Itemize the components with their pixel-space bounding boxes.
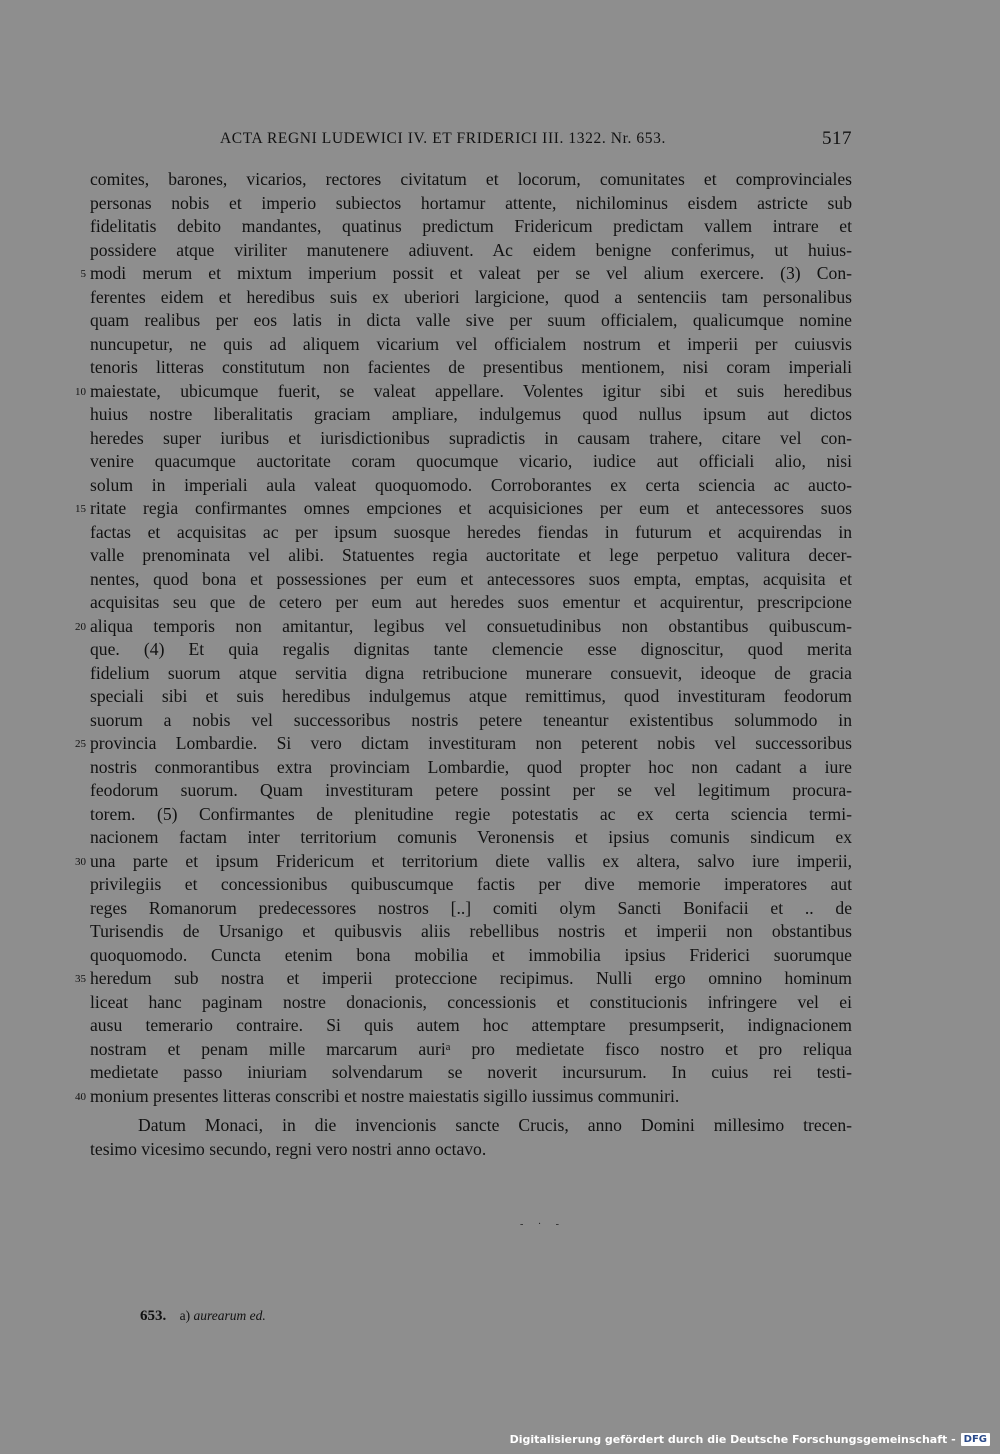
text-line: 30 una parte et ipsum Fridericum et territorium diete vallis ex altera, salvo iure imperii, [90, 850, 852, 874]
text-line: quoquomodo. Cuncta etenim bona mobilia et immobilia ipsius Friderici suorumque [90, 944, 852, 965]
text-line: torem. (5) Confirmantes de plenitudine regie potestatis ac ex certa sciencia termi- [90, 803, 852, 824]
text-line: possidere atque viriliter manutenere adiuvent. Ac eidem benigne conferimus, ut huius- [90, 239, 852, 260]
text-line: nuncupetur, ne quis ad aliquem vicarium vel officialem nostrum et imperii per cuiusvis [90, 333, 852, 354]
text-line: que. (4) Et quia regalis dignitas tante clemencie esse dignoscitur, quod merita [90, 639, 852, 659]
line-number: 5 [80, 268, 86, 280]
section-separator: - · - [520, 1219, 565, 1230]
text-line: fidelitatis debito mandantes, quatinus predictum Fridericum predictam vallem intrare et [90, 216, 852, 236]
page-number: 517 [822, 128, 852, 149]
text-line: personas nobis et imperio subiectos hortamur attente, nichilominus eisdem astricte sub [90, 192, 852, 213]
text-line: 10 maiestate, ubicumque fuerit, se valeat appellare. Volentes igitur sibi et suis heredibus [90, 380, 852, 404]
dfg-logo-icon: DFG [961, 1433, 990, 1446]
text-line: solum in imperiali aula valeat quoquomodo. Corroborantes ex certa sciencia ac aucto- [90, 474, 852, 495]
text-line: Turisendis de Ursanigo et quibusvis aliis rebellibus nostris et imperii non obstantibus [90, 921, 852, 941]
line-number: 40 [75, 1090, 86, 1103]
text-line: 15 ritate regia confirmantes omnes empciones et acquisiciones per eum et antecessores suos [90, 497, 852, 521]
text-line: speciali sibi et suis heredibus indulgemus atque remittimus, quod investituram feodorum [90, 686, 852, 706]
text-line: privilegiis et concessionibus quibuscumque factis per dive memorie imperatores aut [90, 874, 852, 894]
text-line: nentes, quod bona et possessiones per eum et antecessores suos empta, emptas, acquisita et [90, 568, 852, 589]
line-number: 10 [75, 385, 86, 398]
document-body [75, 168, 852, 1161]
text-line: 5 modi merum et mixtum imperium possit et valeat per se vel alium exercere. (3) Con- [90, 262, 852, 286]
line-number: 35 [75, 973, 86, 985]
running-header [90, 128, 852, 156]
footnote [140, 1308, 266, 1325]
text-line: 25 provincia Lombardie. Si vero dictam investituram non peterent nobis vel successoribus [90, 732, 852, 756]
line-number: 25 [75, 738, 86, 750]
text-line: reges Romanorum predecessores nostros [..] comiti olym Sancti Bonifacii et .. de [90, 897, 852, 918]
line-number: 20 [75, 620, 86, 633]
text-line: liceat hanc paginam nostre donacionis, concessionis et constitucionis infringere vel ei [90, 991, 852, 1012]
text-line: 35 heredum sub nostra et imperii proteccione recipimus. Nulli ergo omnino hominum [90, 967, 852, 991]
text-line: 40 monium presentes litteras conscribi et nostre maiestatis sigillo iussimus communiri. [90, 1085, 852, 1109]
text-line: tenoris litteras constitutum non facientes de presentibus mentionem, nisi coram imperiali [90, 357, 852, 377]
text-line: ferentes eidem et heredibus suis ex uberiori largicione, quod a sentenciis tam personalibus [90, 286, 852, 307]
text-line: acquisitas seu que de cetero per eum aut heredes suos ementur et acquirentur, prescripcione [90, 592, 852, 612]
text-line: feodorum suorum. Quam investituram petere possint per se vel legitimum procura- [90, 780, 852, 800]
text-line: valle prenominata vel alibi. Statuentes regia auctoritate et lege perpetuo valitura decer- [90, 545, 852, 565]
footnote-document-number: 653. [140, 1308, 167, 1324]
text-line: comites, barones, vicarios, rectores civitatum et locorum, comunitates et comprovinciales [90, 169, 852, 189]
text-line: nacionem factam inter territorium comunis Veronensis et ipsius comunis sindicum ex [90, 827, 852, 847]
text-line: nostris conmorantibus extra provinciam Lombardie, quod propter hoc non cadant a iure [90, 756, 852, 777]
footnote-marker: a) [179, 1308, 191, 1323]
text-line: venire quacumque auctoritate coram quocumque vicario, iudice aut officiali alio, nisi [90, 451, 852, 471]
credit-text: Digitalisierung gefördert durch die Deutsche Forschungsgemeinschaft - [509, 1432, 956, 1446]
running-title: ACTA REGNI LUDEWICI IV. ET FRIDERICI III. 1322. Nr. 653. [220, 130, 666, 147]
text-line: ausu temerario contraire. Si quis autem hoc attemptare presumpserit, indignacionem [90, 1015, 852, 1035]
text-line: factas et acquisitas ac per ipsum suosque heredes fiendas in futurum et acquirendas in [90, 521, 852, 542]
text-line: heredes super iuribus et iurisdictionibus supradictis in causam trahere, citare vel con- [90, 427, 852, 448]
datum-line: Datum Monaci, in die invencionis sancte Crucis, anno Domini millesimo trecen- [138, 1115, 852, 1135]
line-number: 30 [75, 855, 86, 868]
text-line: nostram et penam mille marcarum auriᵃ pro medietate fisco nostro et pro reliqua [90, 1038, 852, 1059]
text-line: huius nostre liberalitatis graciam ampliare, indulgemus quod nullus ipsum aut dictos [90, 404, 852, 424]
datum-line: tesimo vicesimo secundo, regni vero nostri anno octavo. [90, 1138, 487, 1159]
text-line: medietate passo iniuriam solvendarum se noverit incursurum. In cuius rei testi- [90, 1062, 852, 1082]
footnote-text: aurearum ed. [193, 1308, 266, 1323]
digitization-credit [510, 1430, 990, 1448]
text-line: 20 aliqua temporis non amitantur, legibus vel consuetudinibus non obstantibus quibuscum- [90, 615, 852, 639]
text-line: fidelium suorum atque servitia digna retribucione munerare consuevit, ideoque de gracia [90, 662, 852, 683]
text-line: suorum a nobis vel successoribus nostris petere teneantur existentibus solummodo in [90, 709, 852, 730]
line-number: 15 [75, 503, 86, 515]
text-line: quam realibus per eos latis in dicta valle sive per suum officialem, qualicumque nomine [90, 310, 852, 330]
